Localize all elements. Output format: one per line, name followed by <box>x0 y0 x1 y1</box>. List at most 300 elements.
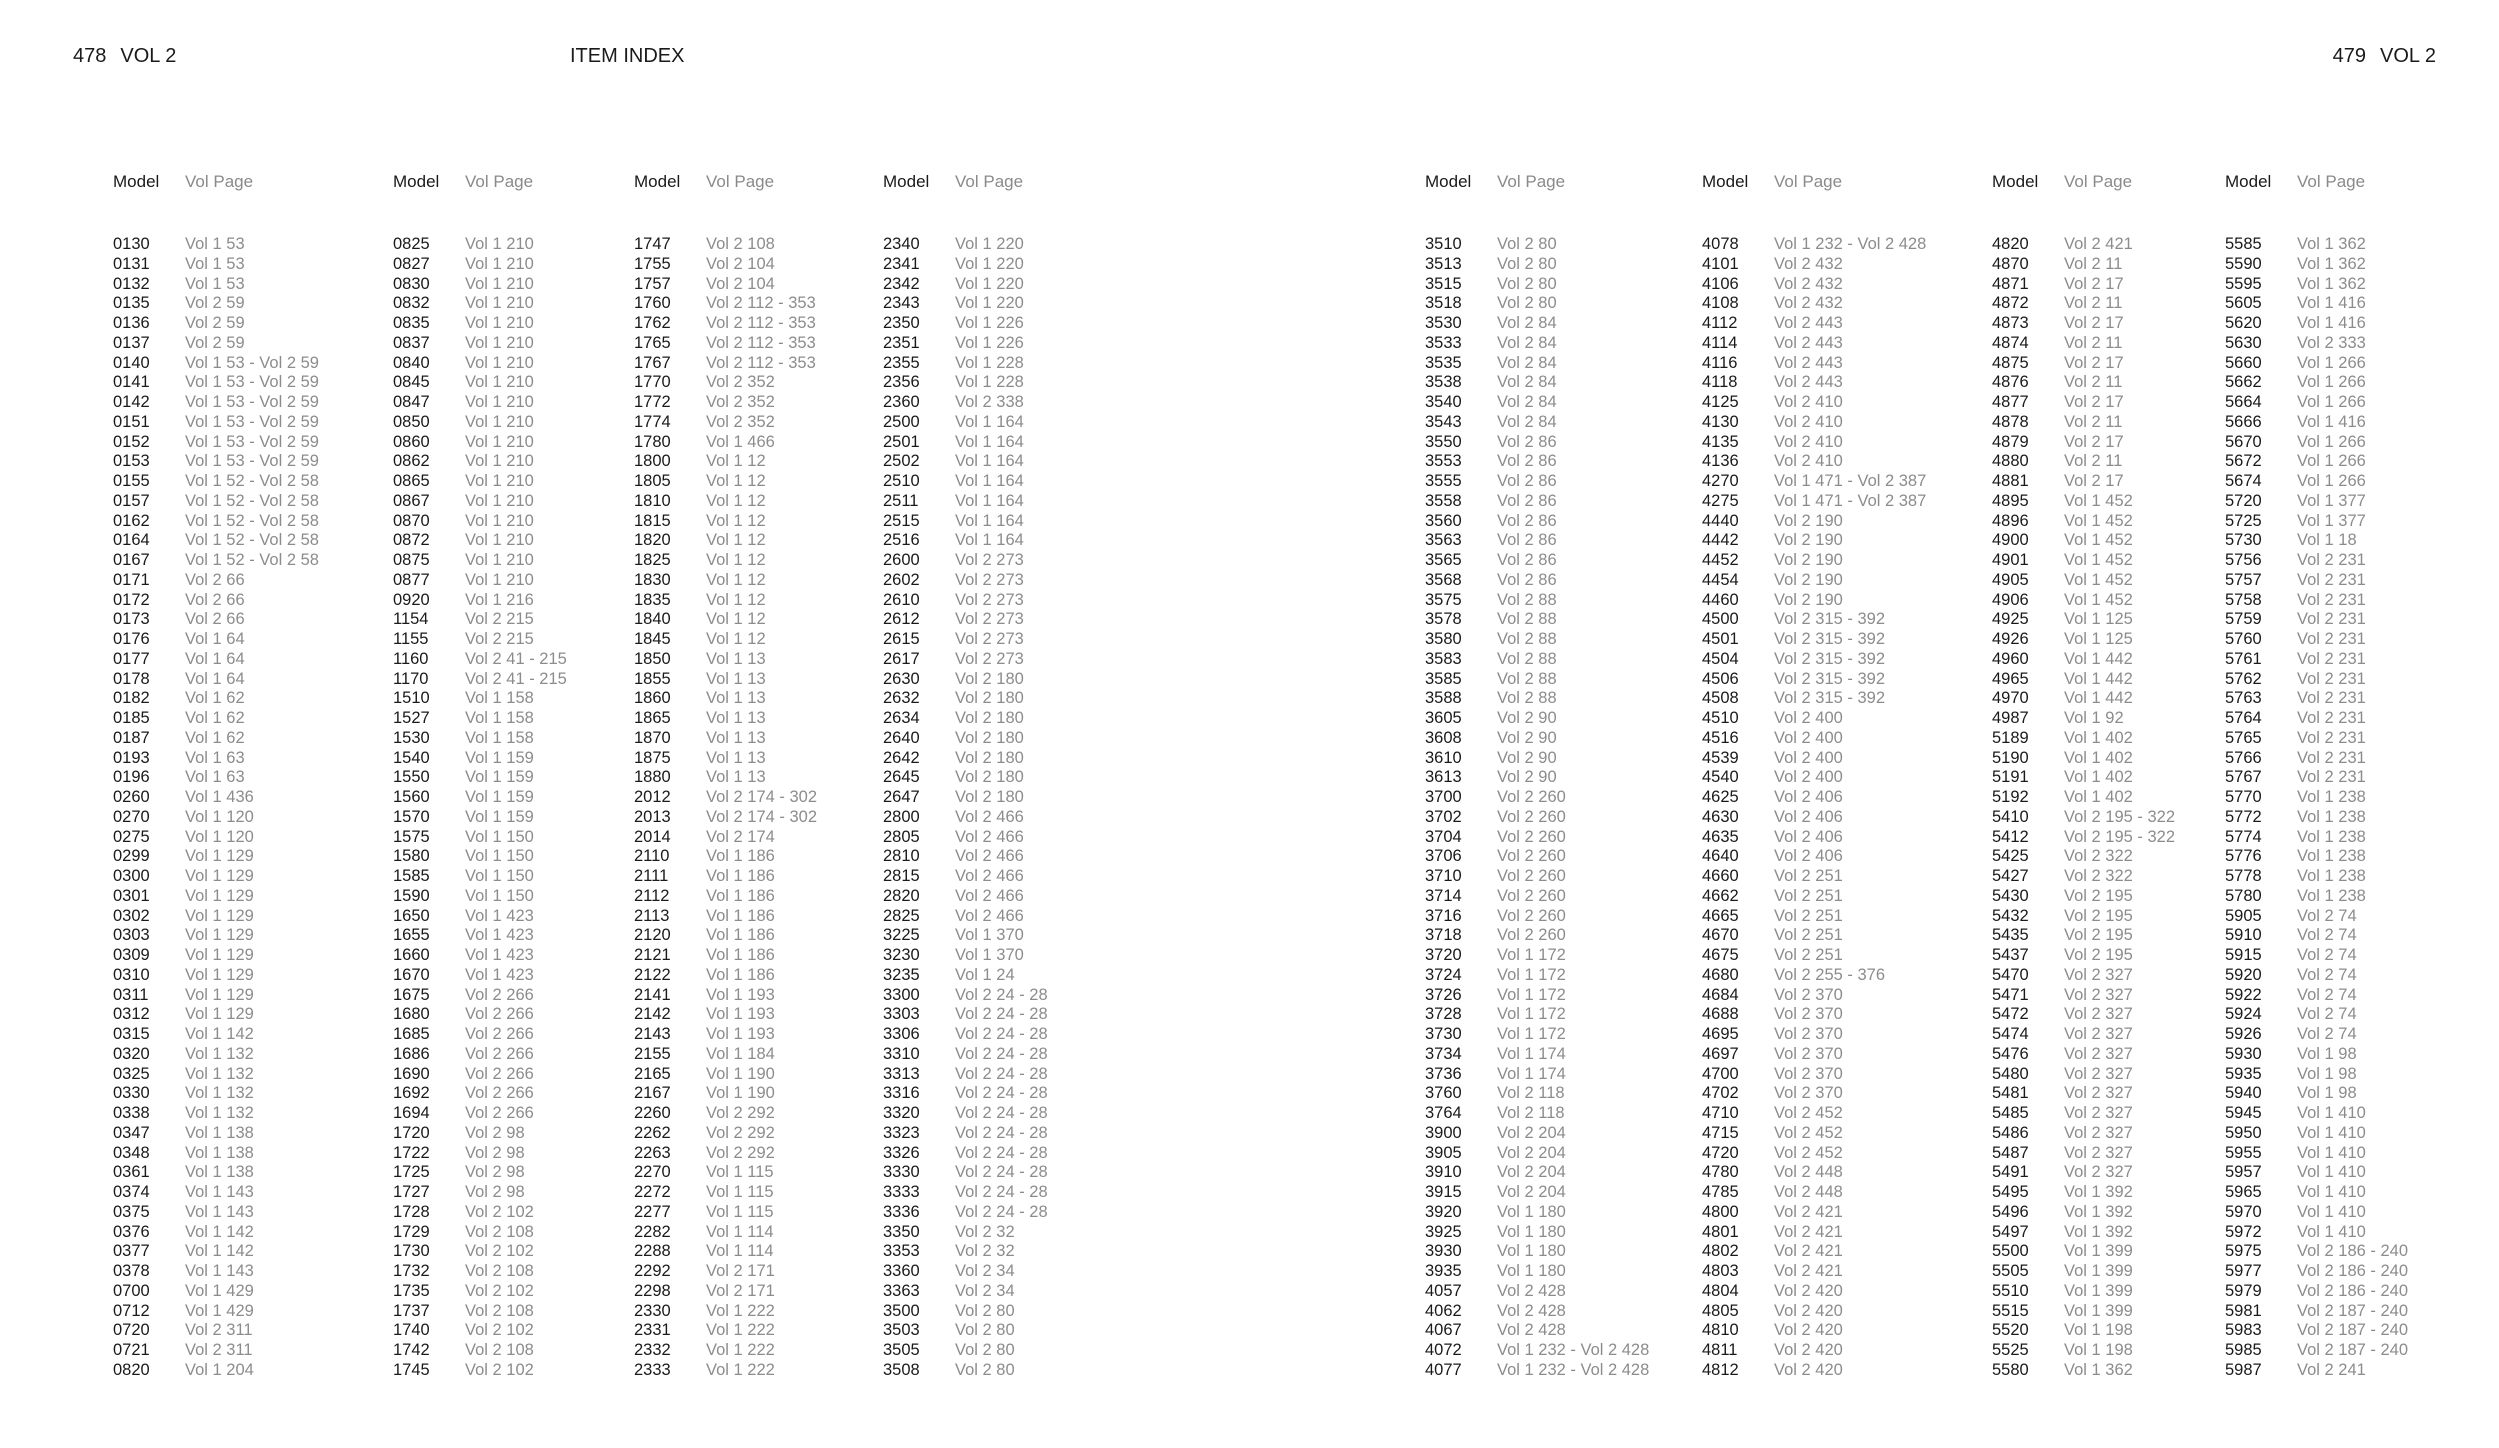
volume-page-reference: Vol 1 172 <box>1497 965 1566 984</box>
index-row <box>883 1361 1048 1381</box>
volume-page-reference: Vol 1 410 <box>2297 1222 2366 1241</box>
right-page-header <box>2319 45 2436 68</box>
volume-page-reference: Vol 2 231 <box>2297 709 2366 727</box>
model-number: 0152 <box>113 432 150 451</box>
index-row <box>113 1045 319 1065</box>
model-number: 5762 <box>2225 669 2262 688</box>
model-number: 3605 <box>1425 709 1462 727</box>
model-number: 0700 <box>113 1281 150 1300</box>
model-number: 4880 <box>1992 452 2029 471</box>
index-row <box>2225 1084 2408 1104</box>
model-number: 3530 <box>1425 314 1462 332</box>
volume-page-reference: Vol 2 195 - 322 <box>2064 827 2176 846</box>
model-number: 0827 <box>393 254 430 273</box>
index-row <box>1425 472 1649 492</box>
model-number: 2350 <box>883 314 920 332</box>
model-number: 5192 <box>1992 788 2029 806</box>
model-number: 4452 <box>1702 551 1739 569</box>
model-number: 3323 <box>883 1123 920 1142</box>
model-number: 5985 <box>2225 1341 2262 1359</box>
volume-page-reference: Vol 1 220 <box>955 294 1024 313</box>
index-row <box>1702 1341 1926 1361</box>
index-row <box>1992 354 2175 374</box>
volume-page-reference: Vol 1 138 <box>185 1123 254 1142</box>
index-row <box>634 1262 817 1282</box>
model-number: 3585 <box>1425 669 1462 688</box>
index-row <box>1992 413 2175 433</box>
column-header <box>113 172 319 192</box>
model-number: 5190 <box>1992 748 2029 767</box>
index-row <box>113 512 319 532</box>
volume-page-reference: Vol 2 174 <box>706 827 775 846</box>
index-row <box>2225 610 2408 630</box>
index-row <box>113 472 319 492</box>
volume-page-reference: Vol 1 198 <box>2064 1321 2133 1340</box>
volume-page-reference: Vol 2 180 <box>955 748 1024 767</box>
volume-page-reference: Vol 2 421 <box>2064 235 2133 253</box>
volume-page-reference: Vol 1 266 <box>2297 472 2366 490</box>
model-number: 3235 <box>883 965 920 984</box>
model-number: 5191 <box>1992 768 2029 787</box>
index-row <box>1992 670 2175 690</box>
model-number: 2617 <box>883 649 920 668</box>
volume-page-reference: Vol 2 231 <box>2297 768 2366 787</box>
volume-page-reference: Vol 2 17 <box>2064 314 2124 332</box>
volume-page-reference: Vol 1 392 <box>2064 1222 2133 1241</box>
volume-page-reference: Vol 2 406 <box>1774 807 1843 826</box>
volume-page-reference: Vol 2 266 <box>465 1084 534 1103</box>
index-row <box>2225 709 2408 729</box>
index-row <box>393 433 567 453</box>
model-number: 3540 <box>1425 393 1462 411</box>
model-number: 0310 <box>113 965 150 984</box>
volume-page-reference: Vol 1 53 <box>185 274 245 293</box>
index-row <box>393 907 567 927</box>
index-row <box>634 1242 817 1262</box>
index-row <box>393 275 567 295</box>
index-row <box>1702 1084 1926 1104</box>
model-header: Model <box>393 172 440 191</box>
index-row <box>393 1065 567 1085</box>
index-row <box>113 1302 319 1322</box>
volume-page-reference: Vol 2 24 - 28 <box>955 1123 1048 1142</box>
volume-page-reference: Vol 1 410 <box>2297 1143 2366 1162</box>
volume-page-reference: Vol 2 452 <box>1774 1123 1843 1142</box>
model-number: 2612 <box>883 610 920 629</box>
volume-page-reference: Vol 2 66 <box>185 590 245 609</box>
model-number: 3300 <box>883 985 920 1004</box>
volume-page-reference: Vol 1 410 <box>2297 1202 2366 1221</box>
model-number: 1650 <box>393 906 430 925</box>
model-number: 4710 <box>1702 1104 1739 1122</box>
model-number: 0135 <box>113 294 150 313</box>
model-number: 4077 <box>1425 1360 1462 1379</box>
model-number: 1727 <box>393 1183 430 1201</box>
model-number: 0136 <box>113 314 150 332</box>
vol-page-header: Vol Page <box>1497 172 1566 191</box>
volume-page-reference: Vol 1 52 - Vol 2 58 <box>185 531 319 550</box>
index-row <box>1992 630 2175 650</box>
index-row <box>393 709 567 729</box>
volume-page-reference: Vol 2 102 <box>465 1202 534 1221</box>
index-row <box>2225 551 2408 571</box>
index-row <box>883 1242 1048 1262</box>
index-row <box>634 373 817 393</box>
volume-page-reference: Vol 1 190 <box>706 1064 775 1083</box>
model-number: 2800 <box>883 807 920 826</box>
index-row <box>2225 749 2408 769</box>
index-row <box>634 294 817 314</box>
model-number: 2288 <box>634 1242 671 1261</box>
index-row <box>883 986 1048 1006</box>
model-number: 4876 <box>1992 373 2029 392</box>
model-number: 5770 <box>2225 788 2262 806</box>
volume-page-reference: Vol 1 142 <box>185 1222 254 1241</box>
model-number: 1757 <box>634 274 671 293</box>
model-number: 4062 <box>1425 1301 1462 1320</box>
index-row <box>113 966 319 986</box>
model-number: 4878 <box>1992 412 2029 431</box>
model-number: 0130 <box>113 235 150 253</box>
index-row <box>883 946 1048 966</box>
index-row <box>2225 531 2408 551</box>
index-row <box>634 887 817 907</box>
index-row <box>883 887 1048 907</box>
index-row <box>393 808 567 828</box>
vol-page-header: Vol Page <box>706 172 775 191</box>
model-number: 3760 <box>1425 1084 1462 1103</box>
volume-page-reference: Vol 2 292 <box>706 1104 775 1122</box>
model-number: 3553 <box>1425 452 1462 471</box>
index-row <box>1425 670 1649 690</box>
model-number: 5472 <box>1992 1005 2029 1024</box>
volume-page-reference: Vol 2 260 <box>1497 788 1566 806</box>
model-number: 3230 <box>883 946 920 964</box>
model-number: 4067 <box>1425 1321 1462 1340</box>
index-row <box>113 788 319 808</box>
model-number: 5487 <box>1992 1143 2029 1162</box>
volume-page-reference: Vol 1 12 <box>706 551 766 569</box>
volume-page-reference: Vol 2 74 <box>2297 965 2357 984</box>
column-header <box>1425 172 1649 192</box>
index-row <box>634 1282 817 1302</box>
model-number: 3580 <box>1425 630 1462 648</box>
volume-page-reference: Vol 2 32 <box>955 1242 1015 1261</box>
vol-page-header: Vol Page <box>185 172 254 191</box>
volume-page-reference: Vol 2 88 <box>1497 689 1557 708</box>
model-number: 0164 <box>113 531 150 550</box>
index-row <box>113 1321 319 1341</box>
volume-page-reference: Vol 1 266 <box>2297 353 2366 372</box>
index-row <box>883 1262 1048 1282</box>
volume-page-reference: Vol 2 80 <box>1497 254 1557 273</box>
index-row <box>1702 373 1926 393</box>
volume-page-reference: Vol 2 260 <box>1497 926 1566 945</box>
index-row <box>1425 433 1649 453</box>
volume-page-reference: Vol 2 231 <box>2297 728 2366 747</box>
volume-page-reference: Vol 2 24 - 28 <box>955 1025 1048 1043</box>
model-number: 3313 <box>883 1064 920 1083</box>
model-number: 1805 <box>634 472 671 490</box>
index-row <box>1425 1104 1649 1124</box>
index-row <box>393 1223 567 1243</box>
model-header: Model <box>883 172 930 191</box>
volume-page-reference: Vol 2 327 <box>2064 1084 2133 1103</box>
volume-page-reference: Vol 1 125 <box>2064 610 2133 629</box>
model-number: 4510 <box>1702 709 1739 727</box>
model-number: 3915 <box>1425 1183 1462 1201</box>
index-row <box>1992 986 2175 1006</box>
volume-page-reference: Vol 1 172 <box>1497 985 1566 1004</box>
volume-page-reference: Vol 2 273 <box>955 570 1024 589</box>
model-number: 1694 <box>393 1104 430 1122</box>
volume-page-reference: Vol 1 12 <box>706 590 766 609</box>
index-row <box>634 946 817 966</box>
model-number: 0850 <box>393 412 430 431</box>
model-number: 4803 <box>1702 1262 1739 1280</box>
index-row <box>393 1104 567 1124</box>
volume-page-reference: Vol 2 260 <box>1497 847 1566 866</box>
model-number: 2167 <box>634 1084 671 1103</box>
index-row <box>634 670 817 690</box>
index-row <box>113 749 319 769</box>
model-number: 2610 <box>883 590 920 609</box>
index-row <box>393 630 567 650</box>
model-number: 2330 <box>634 1301 671 1320</box>
volume-page-reference: Vol 1 24 <box>955 965 1015 984</box>
index-row <box>1425 1005 1649 1025</box>
volume-page-reference: Vol 1 53 - Vol 2 59 <box>185 432 319 451</box>
model-number: 0193 <box>113 748 150 767</box>
index-row <box>2225 907 2408 927</box>
model-number: 3583 <box>1425 649 1462 668</box>
index-row <box>113 531 319 551</box>
volume-page-reference: Vol 1 13 <box>706 748 766 767</box>
index-row <box>1702 591 1926 611</box>
volume-page-reference: Vol 1 180 <box>1497 1222 1566 1241</box>
index-row <box>634 354 817 374</box>
index-row <box>2225 1302 2408 1322</box>
index-row <box>393 1262 567 1282</box>
model-number: 0311 <box>113 985 149 1004</box>
index-row <box>1992 610 2175 630</box>
model-number: 4877 <box>1992 393 2029 411</box>
model-number: 3558 <box>1425 491 1462 510</box>
model-number: 3500 <box>883 1301 920 1320</box>
model-number: 5662 <box>2225 373 2262 392</box>
model-number: 0872 <box>393 531 430 550</box>
volume-page-reference: Vol 1 228 <box>955 353 1024 372</box>
index-row <box>634 275 817 295</box>
volume-page-reference: Vol 1 416 <box>2297 314 2366 332</box>
model-number: 1585 <box>393 867 430 885</box>
volume-page-reference: Vol 2 180 <box>955 669 1024 688</box>
index-row <box>2225 1223 2408 1243</box>
volume-page-reference: Vol 1 266 <box>2297 452 2366 471</box>
model-number: 4970 <box>1992 689 2029 708</box>
volume-page-reference: Vol 1 429 <box>185 1281 254 1300</box>
volume-page-reference: Vol 2 327 <box>2064 1025 2133 1043</box>
index-row <box>634 1144 817 1164</box>
model-number: 5520 <box>1992 1321 2029 1340</box>
model-number: 3320 <box>883 1104 920 1122</box>
index-row <box>113 1124 319 1144</box>
index-row <box>1992 255 2175 275</box>
index-row <box>393 828 567 848</box>
volume-page-reference: Vol 2 266 <box>465 1044 534 1063</box>
volume-page-reference: Vol 2 406 <box>1774 788 1843 806</box>
volume-page-reference: Vol 2 84 <box>1497 333 1557 352</box>
index-row <box>113 452 319 472</box>
volume-page-reference: Vol 1 190 <box>706 1084 775 1103</box>
model-number: 3718 <box>1425 926 1462 945</box>
volume-page-reference: Vol 2 17 <box>2064 274 2124 293</box>
volume-page-reference: Vol 2 327 <box>2064 965 2133 984</box>
volume-page-reference: Vol 1 204 <box>185 1360 254 1379</box>
volume-page-reference: Vol 1 159 <box>465 788 534 806</box>
model-number: 0300 <box>113 867 150 885</box>
index-row <box>634 1341 817 1361</box>
volume-page-reference: Vol 1 210 <box>465 511 534 530</box>
index-row <box>634 531 817 551</box>
index-row <box>393 847 567 867</box>
model-number: 0155 <box>113 472 150 490</box>
volume-page-reference: Vol 2 420 <box>1774 1301 1843 1320</box>
volume-page-reference: Vol 2 174 - 302 <box>706 807 818 826</box>
index-row <box>1992 571 2175 591</box>
index-row <box>883 1025 1048 1045</box>
index-row <box>634 1203 817 1223</box>
column-header <box>393 172 567 192</box>
model-number: 2113 <box>634 906 670 925</box>
volume-page-reference: Vol 2 66 <box>185 570 245 589</box>
index-row <box>883 1144 1048 1164</box>
index-row <box>113 630 319 650</box>
index-row <box>1702 630 1926 650</box>
index-row <box>883 650 1048 670</box>
model-number: 1675 <box>393 985 430 1004</box>
volume-page-reference: Vol 1 12 <box>706 511 766 530</box>
model-number: 1820 <box>634 531 671 550</box>
volume-page-reference: Vol 1 370 <box>955 926 1024 945</box>
volume-page-reference: Vol 2 315 - 392 <box>1774 689 1886 708</box>
model-number: 2351 <box>883 333 920 352</box>
model-number: 5920 <box>2225 965 2262 984</box>
index-row <box>1702 452 1926 472</box>
column-header <box>883 172 1048 192</box>
model-header: Model <box>1992 172 2039 191</box>
model-number: 0196 <box>113 768 150 787</box>
model-number: 0860 <box>393 432 430 451</box>
volume-page-reference: Vol 2 80 <box>955 1360 1015 1379</box>
volume-page-reference: Vol 2 88 <box>1497 649 1557 668</box>
volume-page-reference: Vol 2 74 <box>2297 1005 2357 1024</box>
model-number: 2013 <box>634 807 671 826</box>
model-number: 3330 <box>883 1163 920 1182</box>
volume-page-reference: Vol 2 410 <box>1774 432 1843 451</box>
model-number: 4697 <box>1702 1044 1739 1063</box>
volume-page-reference: Vol 1 429 <box>185 1301 254 1320</box>
volume-page-reference: Vol 1 238 <box>2297 886 2366 905</box>
volume-page-reference: Vol 1 452 <box>2064 570 2133 589</box>
model-number: 2511 <box>883 491 919 510</box>
index-row <box>2225 1025 2408 1045</box>
volume-page-reference: Vol 1 186 <box>706 926 775 945</box>
index-row <box>1992 1005 2175 1025</box>
volume-page-reference: Vol 1 222 <box>706 1321 775 1340</box>
index-row <box>883 749 1048 769</box>
index-row <box>883 314 1048 334</box>
model-number: 1685 <box>393 1025 430 1043</box>
model-number: 5590 <box>2225 254 2262 273</box>
model-number: 0303 <box>113 926 150 945</box>
model-number: 0270 <box>113 807 150 826</box>
model-number: 4875 <box>1992 353 2029 372</box>
model-number: 3505 <box>883 1341 920 1359</box>
index-row <box>113 571 319 591</box>
volume-page-reference: Vol 2 88 <box>1497 669 1557 688</box>
volume-page-reference: Vol 2 452 <box>1774 1104 1843 1122</box>
model-header: Model <box>2225 172 2272 191</box>
volume-page-reference: Vol 2 370 <box>1774 1044 1843 1063</box>
volume-page-reference: Vol 1 164 <box>955 531 1024 550</box>
volume-page-reference: Vol 2 231 <box>2297 570 2366 589</box>
model-number: 5922 <box>2225 985 2262 1004</box>
volume-page-reference: Vol 1 399 <box>2064 1281 2133 1300</box>
model-number: 4125 <box>1702 393 1739 411</box>
volume-page-reference: Vol 1 172 <box>1497 1025 1566 1043</box>
model-number: 3550 <box>1425 432 1462 451</box>
model-number: 3503 <box>883 1321 920 1340</box>
vol-page-header: Vol Page <box>1774 172 1843 191</box>
volume-page-reference: Vol 2 86 <box>1497 432 1557 451</box>
index-row <box>1425 235 1649 255</box>
volume-page-reference: Vol 2 84 <box>1497 373 1557 392</box>
index-row <box>113 828 319 848</box>
index-row <box>634 591 817 611</box>
model-number: 0837 <box>393 333 430 352</box>
volume-page-reference: Vol 2 352 <box>706 412 775 431</box>
volume-page-reference: Vol 2 251 <box>1774 886 1843 905</box>
volume-page-reference: Vol 1 402 <box>2064 768 2133 787</box>
index-row <box>1992 709 2175 729</box>
index-row <box>1425 1025 1649 1045</box>
volume-page-reference: Vol 2 255 - 376 <box>1774 965 1886 984</box>
index-row <box>1425 650 1649 670</box>
volume-page-reference: Vol 2 400 <box>1774 709 1843 727</box>
model-number: 2155 <box>634 1044 671 1063</box>
index-row <box>113 847 319 867</box>
model-number: 1692 <box>393 1084 430 1103</box>
index-row <box>113 1361 319 1381</box>
model-number: 1740 <box>393 1321 430 1340</box>
volume-page-reference: Vol 1 423 <box>465 965 534 984</box>
volume-page-reference: Vol 2 112 - 353 <box>706 333 816 352</box>
index-row <box>2225 1005 2408 1025</box>
volume-page-reference: Vol 1 52 - Vol 2 58 <box>185 551 319 569</box>
model-number: 3764 <box>1425 1104 1462 1122</box>
volume-page-reference: Vol 2 327 <box>2064 1064 2133 1083</box>
model-number: 2262 <box>634 1123 671 1142</box>
model-number: 2122 <box>634 965 671 984</box>
volume-page-reference: Vol 2 180 <box>955 768 1024 787</box>
model-number: 5672 <box>2225 452 2262 471</box>
model-number: 5470 <box>1992 965 2029 984</box>
index-row <box>883 630 1048 650</box>
index-row <box>1702 571 1926 591</box>
volume-page-reference: Vol 2 400 <box>1774 748 1843 767</box>
index-row <box>634 749 817 769</box>
